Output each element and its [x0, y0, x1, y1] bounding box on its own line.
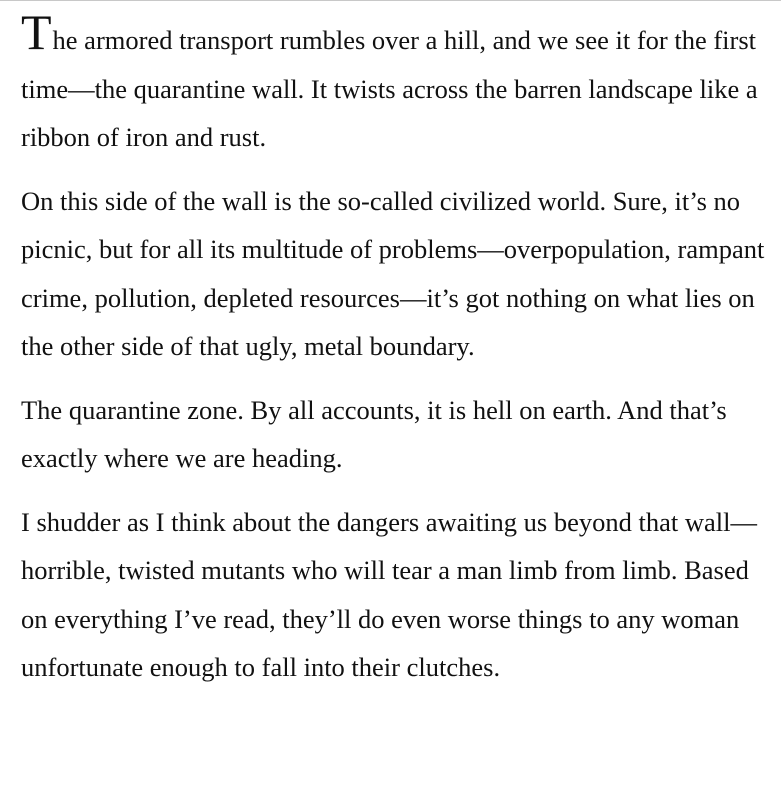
paragraph-1: [21, 4, 776, 162]
document-body: [21, 4, 776, 707]
drop-cap: T: [21, 4, 52, 60]
paragraph-2: On this side of the wall is the so-called civilized world. Sure, it’s no picnic, but for all its multitude of problems—overpopulation, rampant crime, pollution, depleted resources—it’s got nothing on what lies on the other side of that ugly, metal boundary.: [21, 185, 765, 361]
paragraph-4: I shudder as I think about the dangers awaiting us beyond that wall—horrible, twisted mutants who will tear a man limb from limb. Based on everything I’ve read, they’ll do even worse things to any woman unfortunate enough to fall into their clutches.: [21, 506, 757, 682]
top-divider: [0, 0, 781, 1]
paragraph-1-text: he armored transport rumbles over a hill, and we see it for the first time—the quarantine wall. It twists across the barren landscape like a ribbon of iron and rust.: [21, 25, 758, 152]
paragraph-3: The quarantine zone. By all accounts, it is hell on earth. And that’s exactly where we are heading.: [21, 394, 727, 473]
